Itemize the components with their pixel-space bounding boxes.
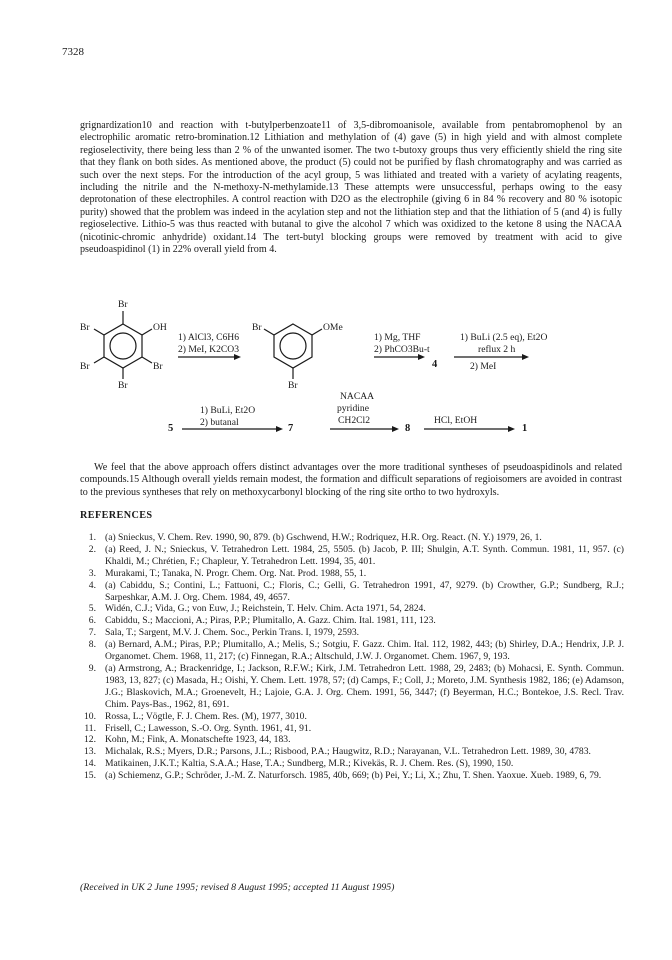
mol2-ome: OMe (323, 322, 343, 333)
compound-7: 7 (288, 423, 294, 434)
compound-5: 5 (168, 423, 174, 434)
reference-item: 7. Sala, T.; Sargent, M.V. J. Chem. Soc., Perkin Trans. I, 1979, 2593. (88, 627, 360, 639)
compound-1: 1 (522, 423, 528, 434)
body-paragraph-2: We feel that the above approach offers distinct advantages over the more traditional syntheses of pseudoaspidinols and related compounds.15 Although overall yields remain modest, the formation and difficult separations of regioisomers are avoided in contrast to the previous syntheses that rely on methoxycarbonyl blocking of the ring site ortho to two hydroxyls. (80, 462, 622, 498)
reference-item: 3. Murakami, T.; Tanaka, N. Progr. Chem. Org. Nat. Prod. 1988, 55, 1. (88, 567, 367, 579)
body-paragraph-1: grignardization10 and reaction with t-butylperbenzoate11 of 3,5-dibromoanisole, available from pentabromophenol by an electrophilic aromatic retro-bromination.12 Lithiation and methylation of (4) gave (5) in high yield and with almost complete regioselectivity, there being less than 2 % of the unwanted isomer. The two t-butoxy groups thus very efficiently shield the ring site that they flank on both sides. As mentioned above, the product (5) could not be purified by flash chromatography and was carried as such over the next steps. For the introduction of the acyl group, 5 was lithiated and treated with a variety of acylating reagents, including the nitrile and the N-methoxy-N-methylamide.13 These attempts were unsuccessful, perhaps owing to the easy deprotonation of these electrophiles. A control reaction with D2O as the electrophile (giving 6 in 84 % recovery and 80 % isotopic purity) showed that the problem was indeed in the acylation step and not the lithiation step and that the lithiation of 5 (and 4) is fully regioselective. Lithio-5 was thus reacted with butanal to give the alcohol 7 which was oxidized to the ketone 8 using the NACAA (nicotinic-chromic anhydride) oxidant.14 The tert-butyl blocking groups were removed by treatment with acid to give pseudoaspidinol (1) in 22% overall yield from 4. (80, 120, 622, 256)
reference-item: 2. (a) Reed, J. N.; Snieckus, V. Tetrahedron Lett. 1984, 25, 5505. (b) Jacob, P. III; Shulgin, A.T. Synth. Commun. 1981, 11, 957. (c) Khaldi, M.; Chrétien, F.; Chapleur, Y. Tetrahedron Lett. 1994, 35, 401. (88, 543, 624, 567)
references-heading: REFERENCES (80, 510, 153, 521)
mol1-br-upper-left: Br (80, 322, 90, 333)
mol1-br-lower-left: Br (80, 361, 90, 372)
reaction-scheme (78, 299, 624, 459)
mol1-br-top: Br (118, 299, 128, 310)
reference-item: 14. Matikainen, J.K.T.; Kaltia, S.A.A.; Hase, T.A.; Sundberg, M.R.; Kivekäs, R. J. Chem. Res. (S), 1990, 150. (84, 758, 514, 770)
mol1-oh: OH (153, 322, 167, 333)
reference-item: 11. Frisell, C.; Lawesson, S.-O. Org. Synth. 1961, 41, 91. (84, 722, 312, 734)
compound-8: 8 (405, 423, 411, 434)
reference-item: 12. Kohn, M.; Fink, A. Monatschefte 1923, 44, 183. (84, 734, 291, 746)
mol2-br-left: Br (252, 322, 262, 333)
mol2-br-bottom: Br (288, 380, 298, 391)
step1-reagent-2: 2) MeI, K2CO3 (178, 344, 240, 355)
mol1-br-bottom: Br (118, 380, 128, 391)
references-list (72, 532, 624, 782)
step4-reagent-1: 1) BuLi, Et2O (200, 405, 256, 416)
mol1-br-lower-right: Br (153, 361, 163, 372)
step5-reagent-3: CH2Cl2 (338, 415, 370, 426)
step2-reagent-1: 1) Mg, THF (374, 332, 421, 343)
reference-item: 1. (a) Snieckus, V. Chem. Rev. 1990, 90, 879. (b) Gschwend, H.W.; Rodriquez, H.R. Org. React. (N. Y.) 1979, 26, 1. (88, 532, 542, 543)
aromatic-circle-2 (280, 333, 306, 359)
reference-item: 13. Michalak, R.S.; Myers, D.R.; Parsons, J.L.; Risbood, P.A.; Haugwitz, R.D.; Narayanan, V.L. Tetrahedron Lett. 1989, 30, 4783. (84, 746, 591, 758)
step4-reagent-2: 2) butanal (200, 417, 239, 428)
compound-4: 4 (432, 359, 438, 370)
page-number: 7328 (62, 46, 84, 58)
step3-reagent-1: 1) BuLi (2.5 eq), Et2O (460, 332, 548, 343)
reference-item: 10. Rossa, L.; Vögtle, F. J. Chem. Res. (M), 1977, 3010. (84, 710, 307, 722)
reference-item: 5. Widén, C.J.; Vida, G.; von Euw, J.; Reichstein, T. Helv. Chim. Acta 1971, 54, 2824. (88, 603, 426, 615)
aromatic-circle-1 (110, 333, 136, 359)
reference-item: 15. (a) Schiemenz, G.P.; Schröder, J.-M. Z. Naturforsch. 1985, 40b, 669; (b) Pei, Y.; Li, X.; Zhu, T. Shen. Yaoxue. Xueb. 1989, 6, 79. (84, 770, 602, 782)
step6-reagent-1: HCl, EtOH (434, 415, 478, 426)
reference-item: 8. (a) Bernard, A.M.; Piras, P.P.; Plumitallo, A.; Melis, S.; Sotgiu, F. Gazz. Chim. Ital. 112, 1982, 443; (b) Shirley, D.A.; Hendrix, J.P. J. Organomet. Chem. 1968, 11, 217; (c) Finnegan, R.A.; Altschuld, J.W. J. Organomet. Chem. 1967, 9, 193. (88, 639, 624, 663)
step3-reagent-3: 2) MeI (470, 361, 497, 372)
step1-reagent-1: 1) AlCl3, C6H6 (178, 332, 240, 343)
reference-item: 6. Cabiddu, S.; Maccioni, A.; Piras, P.P.; Plumitallo, A. Gazz. Chim. Ital. 1981, 111, 123. (88, 615, 436, 627)
step2-reagent-2: 2) PhCO3Bu-t (374, 344, 430, 355)
step5-reagent-2: pyridine (337, 403, 369, 414)
step3-reagent-2: reflux 2 h (478, 344, 516, 355)
step5-reagent-1: NACAA (340, 391, 375, 402)
reference-item: 4. (a) Cabiddu, S.; Contini, L.; Fattuoni, C.; Floris, C.; Gelli, G. Tetrahedron 1991, 47, 9279. (b) Crowther, G.P.; Sundberg, R.J.; Sarpeshkar, A.M. J. Org. Chem. 1984, 49, 4657. (88, 579, 624, 603)
reference-item: 9. (a) Armstrong, A.; Brackenridge, I.; Jackson, R.F.W.; Kirk, J.M. Tetrahedron Lett. 1988, 29, 2483; (b) Mohacsi, E. Synth. Commun. 1983, 13, 827; (c) Masada, H.; Oishi, Y. Chem. Lett. 1978, 57; (d) Camps, F.; Coll, J.; Moreto, J.M. Synthesis 1982, 186; (e) Adamson, J.G.; Blaskovich, M.A.; Groenevelt, H.; Lajoie, G.A. J. Org. Chem. 1991, 56, 3447; (f) Beyerman, H.C.; Bontekoe, J.S. Recl. Trav. Chim. Pays-Bas., 1962, 81, 691. (88, 662, 624, 710)
received-dates: (Received in UK 2 June 1995; revised 8 August 1995; accepted 11 August 1995) (80, 882, 395, 893)
